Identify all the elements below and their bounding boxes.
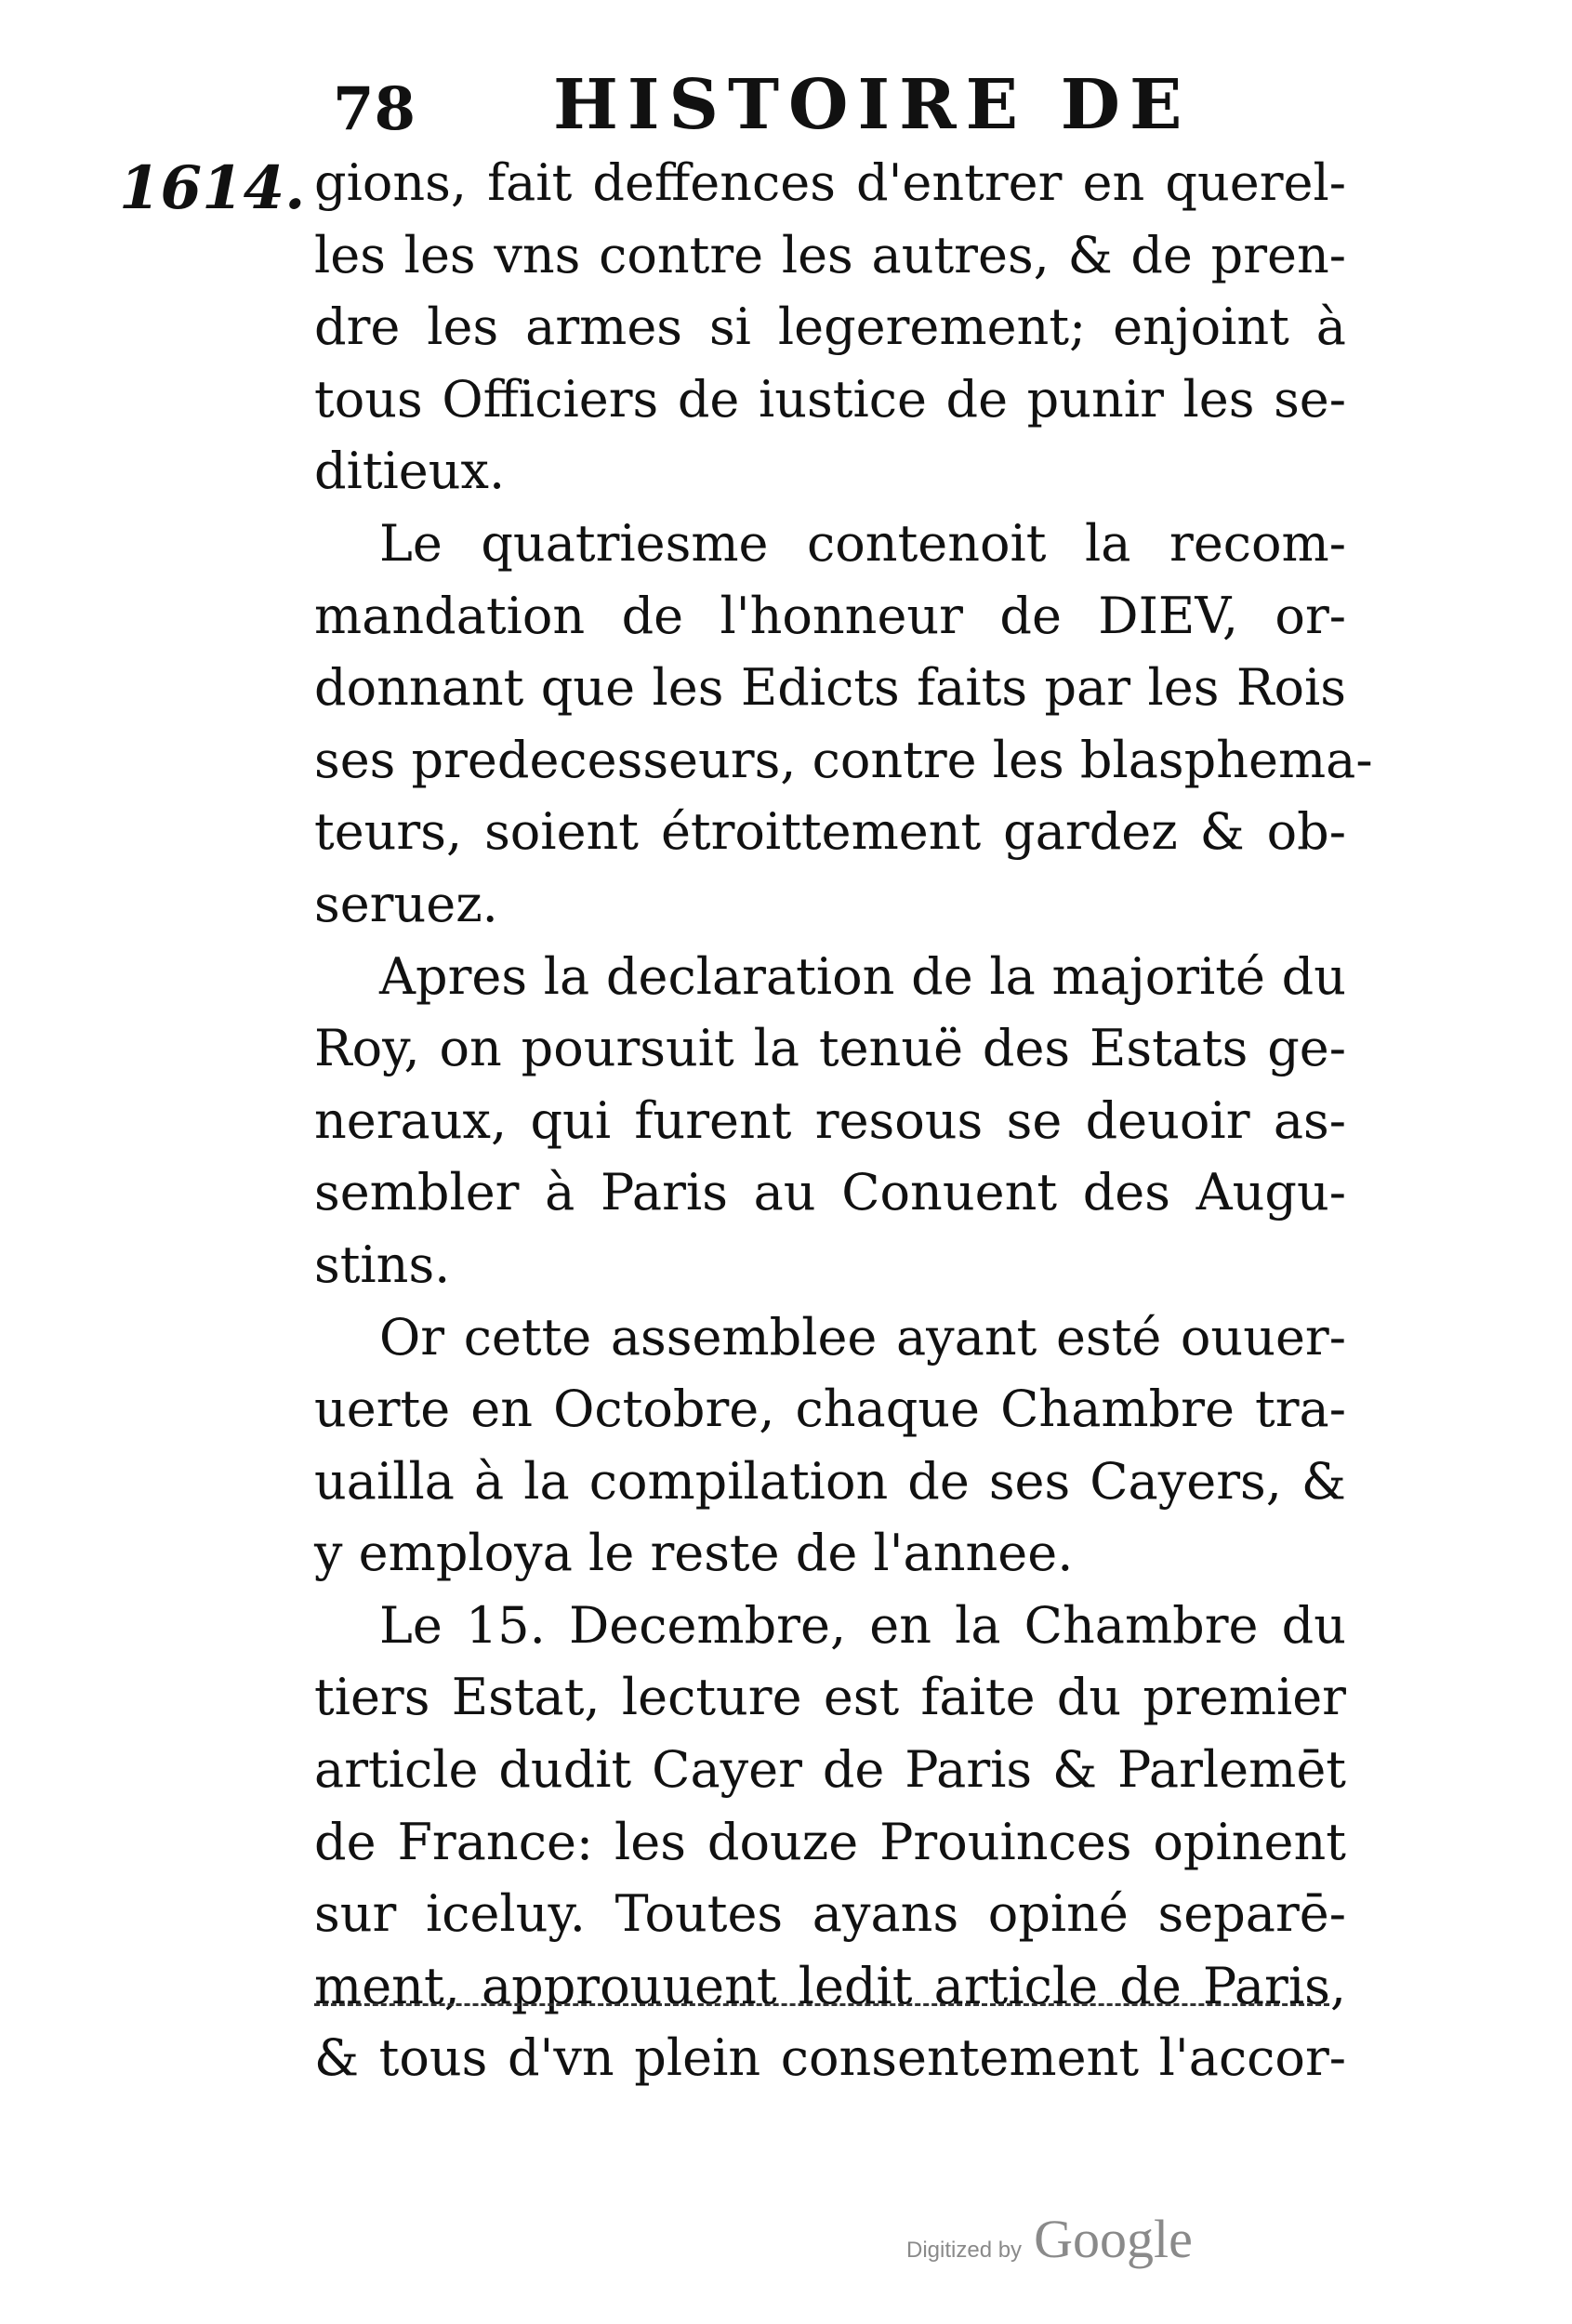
body-text <box>314 147 1373 2094</box>
text-line: sembler à Paris au Conuent des Augu- <box>314 1163 1346 1222</box>
text-line: ditieux. <box>314 442 506 501</box>
digitization-watermark <box>906 2208 1193 2270</box>
text-line: donnant que les Edicts faits par les Rois <box>314 658 1346 718</box>
page-number: 78 <box>333 74 416 144</box>
bottom-rule <box>314 2003 1329 2006</box>
text-line: & tous d'vn plein consentement l'accor- <box>314 2028 1346 2088</box>
text-line: ment, approuuent ledit article de Paris, <box>314 1956 1346 2015</box>
text-line: les les vns contre les autres, & de pren- <box>314 225 1346 284</box>
text-line: neraux, qui furent resous se deuoir as- <box>314 1090 1346 1150</box>
text-line: sur iceluy. Toutes ayans opiné separē- <box>314 1884 1346 1944</box>
margin-year-note: 1614. <box>119 153 306 223</box>
text-line: tous Officiers de iustice de punir les se- <box>314 369 1346 429</box>
text-line: y employa le reste de l'annee. <box>314 1524 1074 1583</box>
text-line: article dudit Cayer de Paris & Parlemēt <box>314 1740 1346 1800</box>
watermark-brand: Google <box>1034 2209 1193 2269</box>
text-line: ses predecesseurs, contre les blasphema- <box>314 730 1373 789</box>
text-line: gions, fait deffences d'entrer en querel- <box>314 153 1346 212</box>
text-line: mandation de l'honneur de DIEV, or- <box>314 586 1346 645</box>
running-title: HISTOIRE DE <box>553 65 1192 145</box>
text-line: tiers Estat, lecture est faite du premier <box>314 1668 1346 1727</box>
text-line: Or cette assemblee ayant esté ouuer- <box>379 1307 1346 1367</box>
text-line: Le 15. Decembre, en la Chambre du <box>379 1595 1346 1655</box>
text-line: Roy, on poursuit la tenuë des Estats ge- <box>314 1019 1346 1078</box>
text-line: Apres la declaration de la majorité du <box>379 946 1346 1006</box>
text-line: stins. <box>314 1235 451 1294</box>
text-line: Le quatriesme contenoit la recom- <box>379 513 1346 573</box>
watermark-prefix: Digitized by <box>906 2238 1023 2263</box>
page-header <box>325 58 1348 160</box>
text-line: uailla à la compilation de ses Cayers, & <box>314 1451 1346 1511</box>
text-line: de France: les douze Prouinces opinent <box>314 1812 1346 1871</box>
text-line: dre les armes si legerement; enjoint à <box>314 297 1346 357</box>
text-line: teurs, soient étroittement gardez & ob- <box>314 802 1346 862</box>
text-line: seruez. <box>314 874 498 933</box>
text-line: uerte en Octobre, chaque Chambre tra- <box>314 1380 1346 1439</box>
